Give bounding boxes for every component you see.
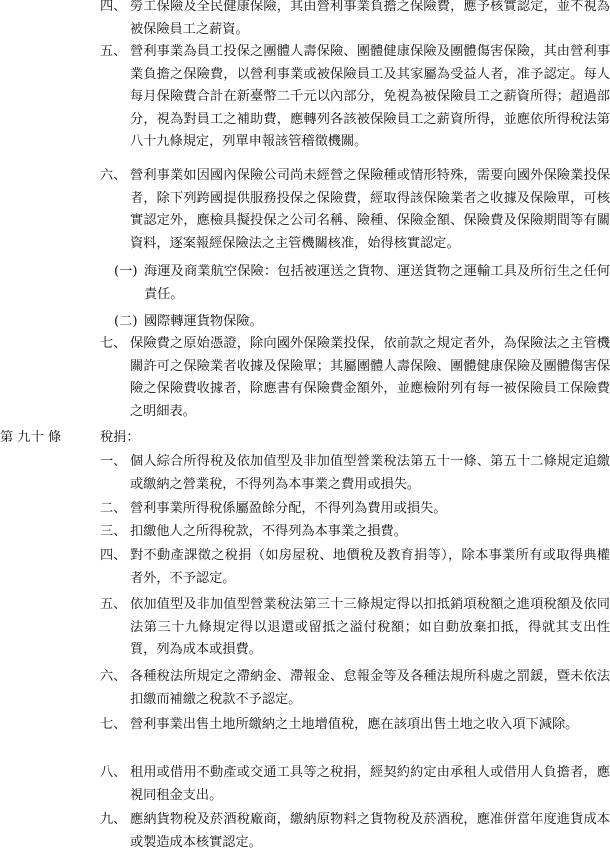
sub-item-number: (二) xyxy=(114,314,138,329)
item-text: 營利事業為員工投保之團體人壽保險、團體健康保險及團體傷害保險，其由營利事業負擔之保險費，以營利事業或被保險員工及其家屬為受益人者，准予認定。每人每月保險費合計在新臺幣二千元以內部分，免視為被保險員工之薪資所得；超過部分，視為對員工之補助費，應轉列各該被保險員工之薪資所得，並應依所得稅法第八十九條規定，列單申報該管稽徵機關。 xyxy=(130,44,610,150)
item-text: 營利事業如因國內保險公司尚未經營之保險種或情形特殊，需要向國外保險業投保者，除下列跨國提供服務投保之保險費，經取得該保險業者之收據及保險單，可核實認定外，應檢具擬投保之公司名稱、險種、保險金額、保險費及保險期間等有關資料，逐案報經保險法之主管機關核准，始得核實認定。 xyxy=(130,168,610,251)
item-number: 七、 xyxy=(100,336,127,351)
item-text: 對不動產課徵之稅捐（如房屋稅、地價稅及教育捐等），除本事業所有或取得典權者外，不予認定。 xyxy=(130,548,610,586)
item-number: 五、 xyxy=(100,44,127,59)
list-item xyxy=(100,545,610,590)
item-text: 營利事業出售土地所繳納之土地增值稅，應在該項出售土地之收入項下減除。 xyxy=(130,717,579,732)
item-text: 各種稅法所規定之滯納金、滯報金、怠報金等及各種法規所科處之罰鍰，暨未依法扣繳而補繳之稅款不予認定。 xyxy=(130,669,610,707)
item-number: 四、 xyxy=(100,548,127,563)
item-number: 三、 xyxy=(100,524,127,539)
list-item xyxy=(100,762,610,807)
list-item xyxy=(100,594,610,662)
list-item xyxy=(100,333,610,423)
item-text: 應納貨物稅及菸酒稅廠商，繳納原物料之貨物稅及菸酒稅，應准併當年度進貨成本或製造成本核實認定。 xyxy=(130,812,610,850)
article-title: 稅捐： xyxy=(100,430,140,445)
item-text: 勞工保險及全民健康保險，其由營利事業負擔之保險費，應予核實認定，並不視為被保險員工之薪資。 xyxy=(130,0,610,37)
item-number: 九、 xyxy=(100,812,127,827)
item-number: 六、 xyxy=(100,168,127,183)
list-item xyxy=(100,451,610,496)
item-text: 保險費之原始憑證，除向國外保險業投保，依前款之規定者外，為保險法之主管機關許可之保險業者收據及保險單；其屬團體人壽保險、團體健康保險及團體傷害保險之保險費收據者，除應書有保險費金額外，並應檢附列有每一被保險員工保險費之明細表。 xyxy=(130,336,610,419)
list-item xyxy=(100,41,610,154)
list-item xyxy=(100,714,610,737)
sub-item-number: (一) xyxy=(114,264,138,279)
list-item xyxy=(100,666,610,711)
list-item xyxy=(100,498,610,521)
item-text: 營利事業所得稅係屬盈餘分配，不得列為費用或損失。 xyxy=(130,501,447,516)
item-text: 依加值型及非加值型營業稅法第三十三條規定得以扣抵銷項稅額之進項稅額及依同法第三十九條規定得以退還或留抵之溢付稅額；如自動放棄扣抵，得就其支出性質，列為成本或損費。 xyxy=(130,597,610,658)
item-text: 扣繳他人之所得稅款，不得列為本事業之損費。 xyxy=(130,524,407,539)
sub-item xyxy=(114,261,610,306)
sub-item-text: 海運及商業航空保險：包括被運送之貨物、運送貨物之運輸工具及所衍生之任何責任。 xyxy=(144,264,610,302)
list-item xyxy=(100,809,610,854)
item-number: 八、 xyxy=(100,765,127,780)
list-item xyxy=(100,165,610,255)
item-text: 個人綜合所得稅及依加值型及非加值型營業稅法第五十一條、第五十二條規定追繳或繳納之營業稅，不得列為本事業之費用或損失。 xyxy=(130,454,610,492)
article-number: 第 九十 條 xyxy=(0,430,62,445)
item-text: 租用或借用不動產或交通工具等之稅捐，經契約約定由承租人或借用人負擔者，應視同租金支出。 xyxy=(130,765,610,803)
item-number: 二、 xyxy=(100,501,127,516)
item-number: 一、 xyxy=(100,454,127,469)
item-number: 六、 xyxy=(100,669,127,684)
list-item xyxy=(100,521,610,544)
item-number: 七、 xyxy=(100,717,127,732)
item-number: 四、 xyxy=(100,0,127,14)
item-number: 五、 xyxy=(100,597,127,612)
list-item xyxy=(100,0,610,41)
sub-item-text: 國際轉運貨物保險。 xyxy=(144,314,263,329)
sub-item xyxy=(114,311,610,334)
